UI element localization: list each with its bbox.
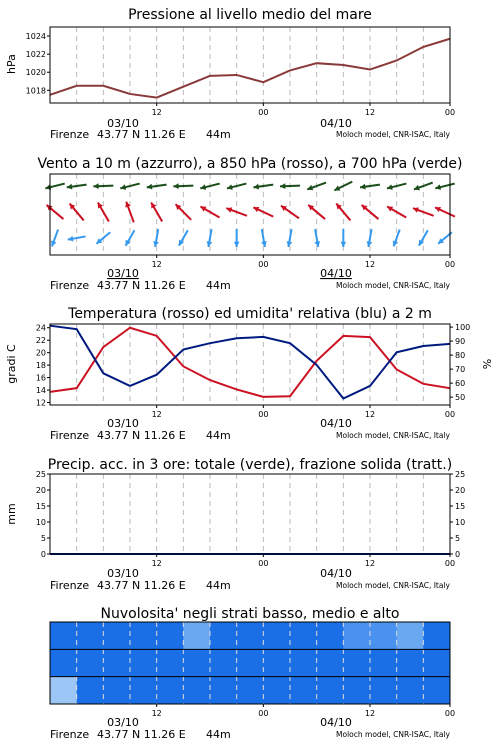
cloud-cell-medio <box>370 649 397 676</box>
x-tick-label: 12 <box>364 559 376 568</box>
x-tick-label: 00 <box>444 108 456 117</box>
x-tick-label: 00 <box>444 410 456 419</box>
wind850-arrow <box>176 204 192 220</box>
pressure-loc-coords: 43.77 N 11.26 E <box>97 128 186 141</box>
wind-panel <box>37 156 462 292</box>
y-tick-label: 1024 <box>25 32 46 42</box>
cloud-cell-basso <box>210 677 237 704</box>
y-tick-label-right: 25 <box>455 470 466 479</box>
wind850-arrow <box>47 205 64 219</box>
wind-xticks <box>152 255 456 269</box>
wind-loc-city: Firenze <box>50 279 90 292</box>
x-tick-label: 12 <box>151 260 162 269</box>
temp-panel <box>5 306 494 442</box>
x-tick-label: 12 <box>364 410 376 419</box>
wind850-arrow <box>70 204 84 221</box>
wind10-arrow-head <box>340 242 346 247</box>
pressure-title: Pressione al livello medio del mare <box>128 7 372 23</box>
y-tick-label: 20 <box>35 348 46 358</box>
y-tick-label-right: 90 <box>455 337 466 347</box>
x-tick-label: 12 <box>151 709 162 718</box>
wind-arrows <box>45 182 455 247</box>
x-tick-label: 12 <box>364 709 376 718</box>
cloud-cell-basso <box>157 677 184 704</box>
y-tick-label-right: 80 <box>455 351 466 361</box>
pressure-grid <box>77 27 424 103</box>
y-tick-label: 1020 <box>25 68 46 78</box>
y-tick-label-right: 15 <box>455 502 466 511</box>
wind10-arrow <box>51 230 58 247</box>
cloud-cell-alto <box>290 622 317 649</box>
cloud-cell-alto <box>130 622 157 649</box>
wind10-arrow <box>234 229 240 247</box>
x-tick-label: 12 <box>364 260 376 269</box>
wind10-arrow <box>340 229 346 247</box>
cloud-footer <box>50 716 451 741</box>
precip-yticks-left <box>36 470 50 559</box>
cloud-cell-medio <box>290 649 317 676</box>
temp-date-1: 03/10 <box>107 417 139 430</box>
pressure-loc-city: Firenze <box>50 128 90 141</box>
y-tick-label: 0 <box>40 550 46 559</box>
wind850-arrow <box>362 205 379 219</box>
cloud-loc-city: Firenze <box>50 728 90 741</box>
cloud-cell-alto <box>50 622 77 649</box>
cloud-cell-alto <box>103 622 130 649</box>
precip-yticks-right <box>450 470 465 559</box>
cloud-cell-medio <box>397 649 424 676</box>
cloud-cell-basso <box>423 677 450 704</box>
temp-yticks-right <box>450 323 470 402</box>
temp-footer <box>50 417 451 442</box>
y-tick-label: 1022 <box>25 50 46 60</box>
x-tick-label: 00 <box>258 108 269 117</box>
precip-loc-city: Firenze <box>50 579 90 592</box>
wind-loc-elev: 44m <box>206 279 231 292</box>
cloud-cells <box>50 622 451 704</box>
y-tick-label: 12 <box>35 398 46 408</box>
x-tick-label: 12 <box>151 559 162 568</box>
cloud-cell-alto <box>343 622 370 649</box>
precip-xticks <box>152 554 456 568</box>
cloud-cell-alto <box>210 622 237 649</box>
cloud-cell-medio <box>130 649 157 676</box>
wind850-arrow <box>435 207 455 217</box>
cloud-cell-basso <box>183 677 210 704</box>
cloud-cell-basso <box>237 677 264 704</box>
wind-loc-coords: 43.77 N 11.26 E <box>97 279 186 292</box>
temp-model-credit: Moloch model, CNR-ISAC, Italy <box>336 431 450 440</box>
cloud-cell-basso <box>290 677 317 704</box>
precip-loc-coords: 43.77 N 11.26 E <box>97 579 186 592</box>
wind700-arrow-head <box>173 183 178 189</box>
cloud-cell-basso <box>370 677 397 704</box>
pressure-xticks <box>152 103 456 117</box>
y-tick-label: 20 <box>35 486 46 495</box>
cloud-cell-alto <box>370 622 397 649</box>
precip-grid <box>77 474 424 554</box>
x-tick-label: 12 <box>151 410 162 419</box>
cloud-cell-medio <box>317 649 344 676</box>
temp-ylabel-left: gradi C <box>5 344 18 384</box>
y-tick-label: 1018 <box>25 86 46 96</box>
pressure-panel <box>5 7 455 141</box>
y-tick-label: 25 <box>35 470 46 479</box>
y-tick-label: 24 <box>35 323 46 333</box>
wind10-arrow <box>314 229 320 247</box>
x-tick-label: 00 <box>258 410 269 419</box>
cloud-cell-medio <box>50 649 77 676</box>
temp-loc-city: Firenze <box>50 429 90 442</box>
wind700-arrow-head <box>280 183 285 189</box>
y-tick-label: 18 <box>35 361 46 371</box>
x-tick-label: 00 <box>444 559 456 568</box>
pressure-date-2: 04/10 <box>320 117 352 130</box>
cloud-cell-alto <box>317 622 344 649</box>
wind10-arrow <box>96 232 110 244</box>
wind700-arrow <box>334 182 352 191</box>
cloud-cell-basso <box>103 677 130 704</box>
precip-frame <box>50 474 450 554</box>
wind850-arrow <box>387 207 406 218</box>
x-tick-label: 12 <box>151 108 162 117</box>
y-tick-label: 22 <box>35 336 46 346</box>
pressure-ylabel: hPa <box>5 54 18 74</box>
cloud-cell-basso <box>50 677 77 704</box>
precip-panel <box>5 457 465 592</box>
pressure-loc-elev: 44m <box>206 128 231 141</box>
y-tick-label-right: 20 <box>455 486 466 495</box>
wind10-arrow <box>153 229 159 247</box>
cloud-date-2: 04/10 <box>320 716 352 729</box>
temp-xticks <box>152 405 456 419</box>
cloud-cell-alto <box>77 622 104 649</box>
precip-date-1: 03/10 <box>107 567 139 580</box>
cloud-cell-alto <box>423 622 450 649</box>
wind-model-credit: Moloch model, CNR-ISAC, Italy <box>336 281 450 290</box>
temp-date-2: 04/10 <box>320 417 352 430</box>
wind850-arrow <box>253 207 273 217</box>
wind850-arrow <box>281 206 299 219</box>
cloud-xticks <box>152 704 456 718</box>
y-tick-label-right: 70 <box>455 365 466 375</box>
cloud-cell-alto <box>397 622 424 649</box>
wind10-arrow <box>261 229 267 247</box>
wind-date-1: 03/10 <box>107 267 139 280</box>
cloud-cell-medio <box>343 649 370 676</box>
cloud-cell-basso <box>317 677 344 704</box>
y-tick-label-right: 60 <box>455 379 466 389</box>
cloud-date-1: 03/10 <box>107 716 139 729</box>
wind-title: Vento a 10 m (azzurro), a 850 hPa (rosso), a 700 hPa (verde) <box>37 156 463 172</box>
cloud-cell-medio <box>77 649 104 676</box>
temp-ylabel-right: % <box>481 358 494 370</box>
wind700-arrow <box>435 184 454 190</box>
precip-loc-elev: 44m <box>206 579 231 592</box>
x-tick-label: 00 <box>258 709 269 718</box>
x-tick-label: 00 <box>444 260 456 269</box>
cloud-cell-medio <box>157 649 184 676</box>
pressure-footer <box>50 117 451 141</box>
y-tick-label: 16 <box>35 373 46 383</box>
temp-loc-elev: 44m <box>206 429 231 442</box>
x-tick-label: 00 <box>258 260 269 269</box>
precip-ylabel: mm <box>5 503 18 525</box>
cloud-cell-basso <box>343 677 370 704</box>
cloud-cell-medio <box>210 649 237 676</box>
precip-date-2: 04/10 <box>320 567 352 580</box>
cloud-cell-medio <box>237 649 264 676</box>
cloud-panel <box>50 606 455 741</box>
y-tick-label: 10 <box>35 518 46 527</box>
precip-title: Precip. acc. in 3 ore: totale (verde), frazione solida (tratt.) <box>47 457 453 473</box>
cloud-model-credit: Moloch model, CNR-ISAC, Italy <box>336 730 450 739</box>
humidity-line <box>50 326 450 399</box>
y-tick-label: 5 <box>40 534 46 543</box>
cloud-loc-elev: 44m <box>206 728 231 741</box>
wind-footer <box>50 267 451 292</box>
wind700-arrow <box>45 184 64 190</box>
pressure-yticks <box>26 32 50 95</box>
x-tick-label: 00 <box>258 559 269 568</box>
y-tick-label: 14 <box>35 386 46 396</box>
wind-date-2: 04/10 <box>320 267 352 280</box>
wind850-arrow <box>200 207 219 218</box>
cloud-cell-alto <box>183 622 210 649</box>
cloud-cell-medio <box>263 649 290 676</box>
precip-footer <box>50 567 451 592</box>
cloud-cell-alto <box>157 622 184 649</box>
cloud-loc-coords: 43.77 N 11.26 E <box>97 728 186 741</box>
wind10-arrow <box>367 229 373 247</box>
temp-loc-coords: 43.77 N 11.26 E <box>97 429 186 442</box>
y-tick-label-right: 100 <box>455 323 471 333</box>
cloud-cell-basso <box>77 677 104 704</box>
pressure-model-credit: Moloch model, CNR-ISAC, Italy <box>336 130 450 139</box>
cloud-cell-medio <box>103 649 130 676</box>
pressure-line <box>50 39 450 98</box>
x-tick-label: 00 <box>444 709 456 718</box>
wind10-arrow <box>207 229 213 247</box>
cloud-cell-alto <box>263 622 290 649</box>
x-tick-label: 12 <box>364 108 376 117</box>
temp-title: Temperatura (rosso) ed umidita' relativa (blu) a 2 m <box>68 306 432 322</box>
pressure-date-1: 03/10 <box>107 117 139 130</box>
cloud-cell-medio <box>183 649 210 676</box>
cloud-cell-basso <box>397 677 424 704</box>
cloud-cell-alto <box>237 622 264 649</box>
y-tick-label-right: 5 <box>455 534 461 543</box>
temp-yticks-left <box>36 324 50 408</box>
cloud-cell-medio <box>423 649 450 676</box>
precip-model-credit: Moloch model, CNR-ISAC, Italy <box>336 581 450 590</box>
cloud-cell-basso <box>130 677 157 704</box>
y-tick-label: 15 <box>35 502 46 511</box>
y-tick-label-right: 0 <box>455 550 461 559</box>
wind850-arrow <box>336 204 350 221</box>
wind700-arrow-head <box>93 183 98 189</box>
wind10-arrow-head <box>234 242 240 247</box>
pressure-frame <box>50 27 450 103</box>
y-tick-label-right: 50 <box>455 393 466 403</box>
wind10-arrow <box>287 229 293 247</box>
cloud-title: Nuvolosita' negli strati basso, medio e alto <box>100 606 400 622</box>
cloud-cell-basso <box>263 677 290 704</box>
y-tick-label-right: 10 <box>455 518 466 527</box>
wind850-arrow <box>308 205 325 219</box>
